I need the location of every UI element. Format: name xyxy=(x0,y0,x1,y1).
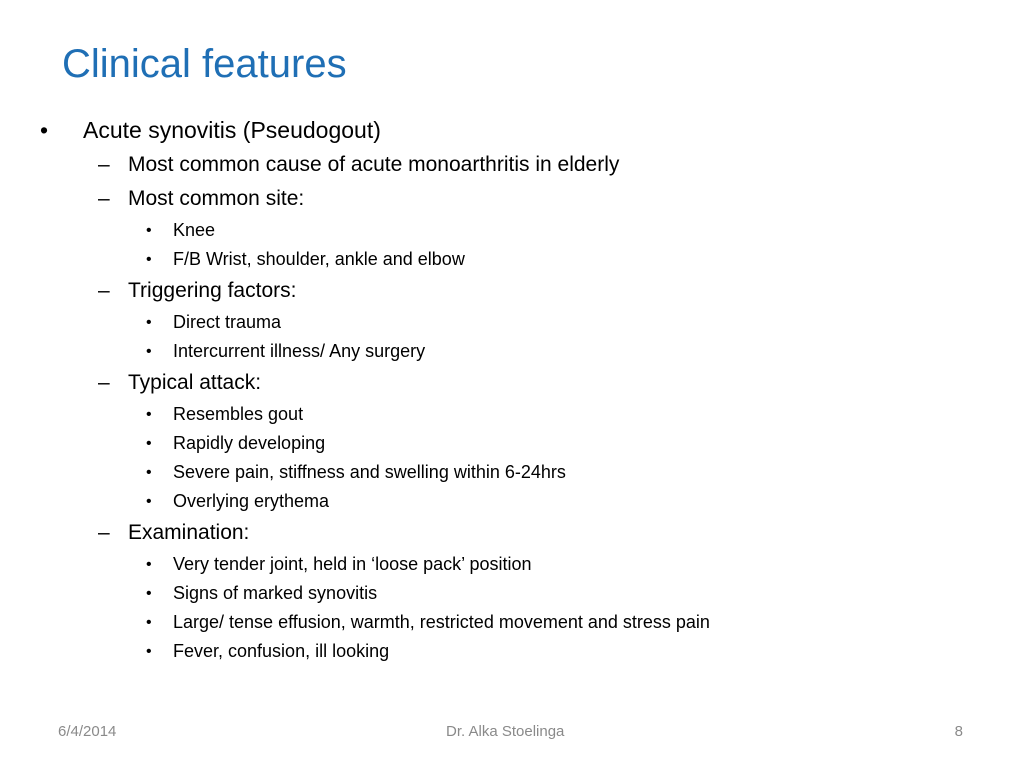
bullet-marker: • xyxy=(146,556,152,573)
bullet-level-2 xyxy=(40,148,1000,182)
dash-marker: – xyxy=(98,153,110,176)
bullet-level-3 xyxy=(40,337,1000,366)
bullet-level-2 xyxy=(40,182,1000,216)
bullet-level-2 xyxy=(40,274,1000,308)
bullet-marker: • xyxy=(146,314,152,331)
bullet-level-3 xyxy=(40,308,1000,337)
bullet-marker: • xyxy=(146,493,152,510)
slide-content xyxy=(40,112,1000,666)
dash-marker: – xyxy=(98,371,110,394)
footer-author: Dr. Alka Stoelinga xyxy=(446,723,565,740)
bullet-level-3 xyxy=(40,487,1000,516)
bullet-text: Resembles gout xyxy=(173,404,304,424)
bullet-marker: • xyxy=(146,222,152,239)
bullet-marker: • xyxy=(146,585,152,602)
sub-bullet-list xyxy=(40,148,1000,666)
bullet-text: Intercurrent illness/ Any surgery xyxy=(173,341,426,361)
bullet-level-3 xyxy=(40,400,1000,429)
bullet-marker: • xyxy=(40,117,49,143)
bullet-text: Most common cause of acute monoarthritis in elderly xyxy=(128,153,620,176)
bullet-level-2 xyxy=(40,366,1000,400)
bullet-text: Very tender joint, held in ‘loose pack’ position xyxy=(173,554,532,574)
bullet-text: Fever, confusion, ill looking xyxy=(173,641,390,661)
bullet-level-3 xyxy=(40,550,1000,579)
bullet-marker: • xyxy=(146,251,152,268)
bullet-text: Rapidly developing xyxy=(173,433,326,453)
bullet-text: Knee xyxy=(173,220,216,240)
bullet-marker: • xyxy=(146,464,152,481)
bullet-marker: • xyxy=(146,643,152,660)
bullet-text: Large/ tense effusion, warmth, restricted movement and stress pain xyxy=(173,612,710,632)
bullet-text: Typical attack: xyxy=(128,371,262,394)
bullet-level-2 xyxy=(40,516,1000,550)
bullet-level-3 xyxy=(40,216,1000,245)
bullet-marker: • xyxy=(146,435,152,452)
slide-title: Clinical features xyxy=(62,42,347,86)
bullet-text: Acute synovitis (Pseudogout) xyxy=(83,117,381,143)
bullet-level-3 xyxy=(40,458,1000,487)
bullet-level-3 xyxy=(40,579,1000,608)
bullet-level-3 xyxy=(40,245,1000,274)
bullet-text: Severe pain, stiffness and swelling within 6-24hrs xyxy=(173,462,566,482)
bullet-text: F/B Wrist, shoulder, ankle and elbow xyxy=(173,249,465,269)
bullet-text: Overlying erythema xyxy=(173,491,330,511)
dash-marker: – xyxy=(98,521,110,544)
bullet-level-3 xyxy=(40,637,1000,666)
bullet-marker: • xyxy=(146,343,152,360)
bullet-level-1 xyxy=(40,112,1000,148)
footer-date: 6/4/2014 xyxy=(58,723,117,740)
bullet-level-3 xyxy=(40,608,1000,637)
bullet-text: Examination: xyxy=(128,521,250,544)
bullet-text: Signs of marked synovitis xyxy=(173,583,378,603)
bullet-marker: • xyxy=(146,406,152,423)
bullet-level-3 xyxy=(40,429,1000,458)
dash-marker: – xyxy=(98,187,110,210)
bullet-text: Most common site: xyxy=(128,187,305,210)
footer-page-number: 8 xyxy=(954,723,963,740)
dash-marker: – xyxy=(98,279,110,302)
bullet-text: Direct trauma xyxy=(173,312,282,332)
bullet-text: Triggering factors: xyxy=(128,279,297,302)
bullet-marker: • xyxy=(146,614,152,631)
